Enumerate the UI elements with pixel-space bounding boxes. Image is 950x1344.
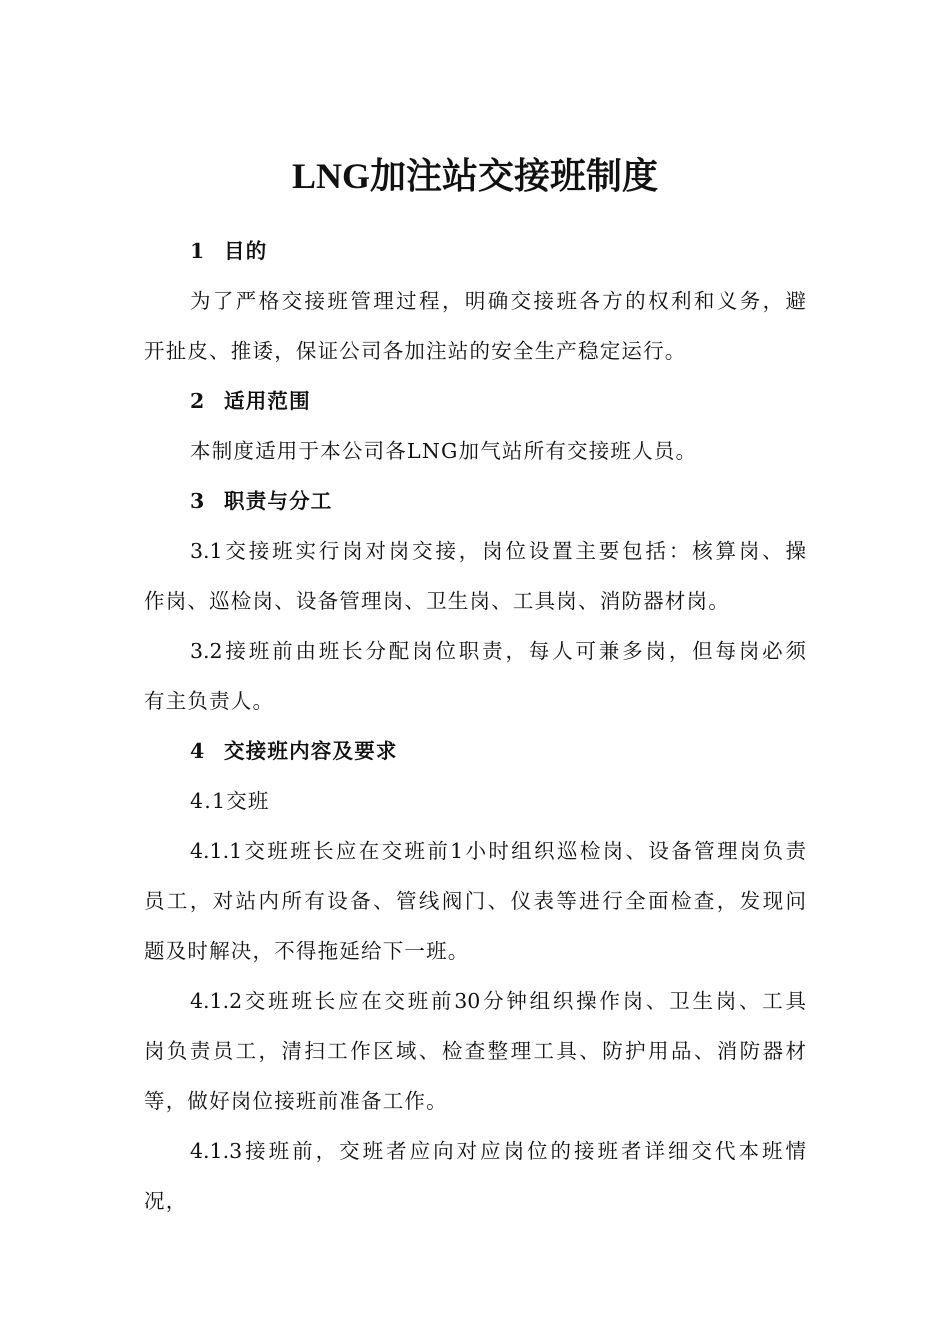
- paragraph-line: 为了严格交接班管理过程，明确交接班各方的权利和义务，避: [190, 289, 806, 313]
- paragraph-line: 4.1.1交班班长应在交班前1小时组织巡检岗、设备管理岗负责: [190, 839, 806, 863]
- paragraph-line: 4.1.2交班班长应在交班前30分钟组织操作岗、卫生岗、工具: [190, 989, 806, 1013]
- paragraph-line: 况，: [144, 1189, 188, 1213]
- paragraph-line: 作岗、巡检岗、设备管理岗、卫生岗、工具岗、消防器材岗。: [144, 589, 730, 613]
- section-title: 职责与分工: [224, 489, 333, 513]
- document-title: LNG加注站交接班制度: [291, 156, 658, 196]
- subsection-heading: 4.1交班: [190, 789, 270, 813]
- section-title: 适用范围: [224, 389, 311, 413]
- paragraph-line: 4.1.3接班前，交班者应向对应岗位的接班者详细交代本班情: [190, 1139, 806, 1163]
- paragraph-line: 等，做好岗位接班前准备工作。: [144, 1089, 448, 1113]
- section-heading-duties: [144, 476, 806, 526]
- section-heading-purpose: [144, 226, 806, 276]
- section-title: 目的: [224, 239, 268, 263]
- section-heading-handover: [144, 726, 806, 776]
- section-number: 3: [190, 489, 206, 513]
- section-title: 交接班内容及要求: [224, 739, 398, 763]
- section-heading-scope: [144, 376, 806, 426]
- paragraph-line: 3.1交接班实行岗对岗交接，岗位设置主要包括：核算岗、操: [190, 539, 806, 563]
- paragraph-line: 岗负责员工，清扫工作区域、检查整理工具、防护用品、消防器材: [144, 1039, 806, 1063]
- paragraph-line: 本制度适用于本公司各LNG加气站所有交接班人员。: [190, 439, 698, 463]
- paragraph-line: 题及时解决，不得拖延给下一班。: [144, 939, 470, 963]
- paragraph-line: 有主负责人。: [144, 689, 275, 713]
- paragraph-line: 开扯皮、推诿，保证公司各加注站的安全生产稳定运行。: [144, 339, 687, 363]
- paragraph-line: 员工，对站内所有设备、管线阀门、仪表等进行全面检查，发现问: [144, 889, 806, 913]
- section-number: 2: [190, 389, 206, 413]
- section-number: 4: [190, 739, 206, 763]
- paragraph-line: 3.2接班前由班长分配岗位职责，每人可兼多岗，但每岗必须: [190, 639, 806, 663]
- section-number: 1: [190, 239, 206, 263]
- document-body: [144, 226, 806, 1226]
